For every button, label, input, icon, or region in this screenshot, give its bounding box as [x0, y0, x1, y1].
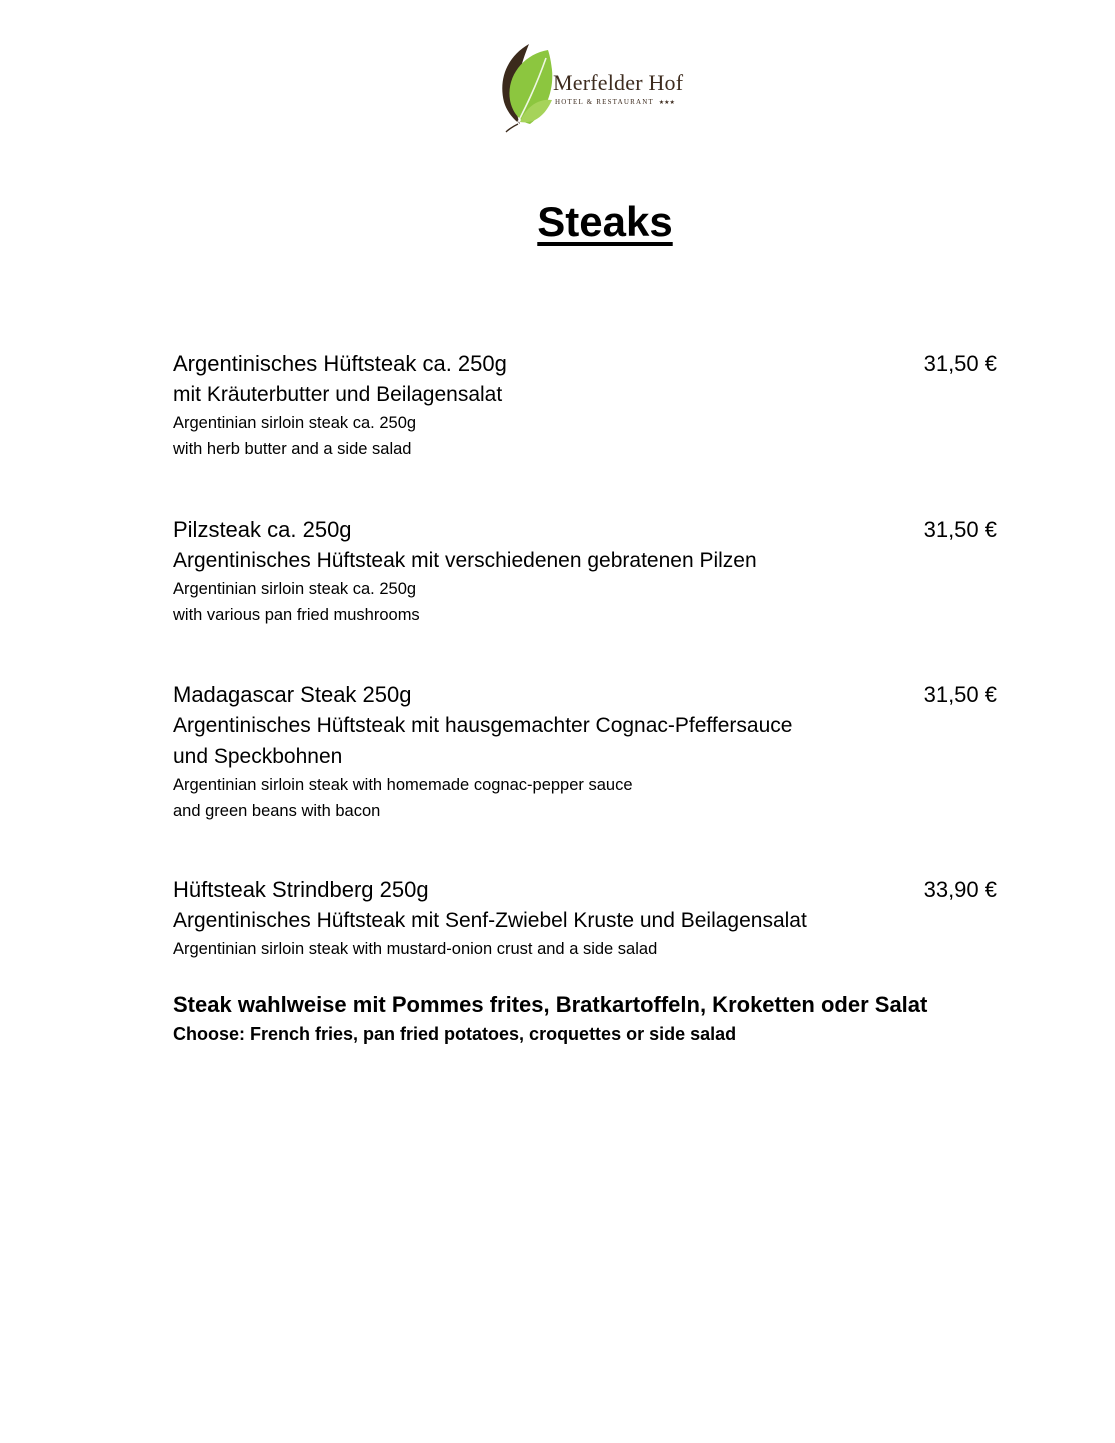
menu-item-name: Argentinisches Hüftsteak ca. 250g	[173, 351, 507, 376]
menu-item-header	[173, 875, 997, 905]
page-title: Steaks	[537, 198, 673, 245]
menu-item-description-de: und Speckbohnen	[173, 745, 343, 768]
menu-item-description-de: Argentinisches Hüftsteak mit hausgemachter Cognac-Pfeffersauce	[173, 714, 793, 737]
side-dish-note	[173, 989, 1073, 1048]
menu-item-header	[173, 680, 997, 710]
logo-subtitle	[555, 98, 675, 106]
menu-item-name: Pilzsteak ca. 250g	[173, 517, 352, 542]
menu-item-description-de: Argentinisches Hüftsteak mit verschiedenen gebratenen Pilzen	[173, 549, 757, 572]
menu-item-description-de: mit Kräuterbutter und Beilagensalat	[173, 383, 503, 406]
logo-subtitle-text: HOTEL & RESTAURANT	[555, 98, 654, 106]
menu-item-price: 31,50 €	[923, 351, 997, 376]
menu-item-description-en: Argentinian sirloin steak with mustard-onion crust and a side salad	[173, 940, 658, 958]
logo-name: Merfelder Hof	[553, 70, 684, 95]
menu-item-price: 31,50 €	[923, 682, 997, 707]
menu-item-description-en: with various pan fried mushrooms	[173, 606, 420, 624]
side-dish-note-de: Steak wahlweise mit Pommes frites, Bratkartoffeln, Kroketten oder Salat	[173, 992, 928, 1017]
menu-item-description-en: Argentinian sirloin steak ca. 250g	[173, 414, 417, 432]
leaf-logo-icon	[496, 42, 556, 134]
menu-item-name: Madagascar Steak 250g	[173, 682, 412, 707]
menu-item-name: Hüftsteak Strindberg 250g	[173, 877, 429, 902]
menu-item-header	[173, 349, 997, 379]
menu-item-price: 31,50 €	[923, 517, 997, 542]
menu-item	[173, 875, 997, 962]
menu-item-description-en: Argentinian sirloin steak with homemade cognac-pepper sauce	[173, 776, 633, 794]
menu-item-description-de: Argentinisches Hüftsteak mit Senf-Zwiebel Kruste und Beilagensalat	[173, 909, 807, 932]
menu-item	[173, 349, 997, 462]
menu-item	[173, 680, 997, 824]
menu-item-description-en: with herb butter and a side salad	[173, 440, 412, 458]
menu-item-price: 33,90 €	[923, 877, 997, 902]
menu-item-header	[173, 515, 997, 545]
logo-stars: ★★★	[658, 100, 675, 106]
side-dish-note-en: Choose: French fries, pan fried potatoes, croquettes or side salad	[173, 1024, 737, 1044]
restaurant-logo	[496, 42, 726, 134]
menu-item	[173, 515, 997, 628]
menu-item-description-en: and green beans with bacon	[173, 802, 381, 820]
menu-item-description-en: Argentinian sirloin steak ca. 250g	[173, 580, 417, 598]
